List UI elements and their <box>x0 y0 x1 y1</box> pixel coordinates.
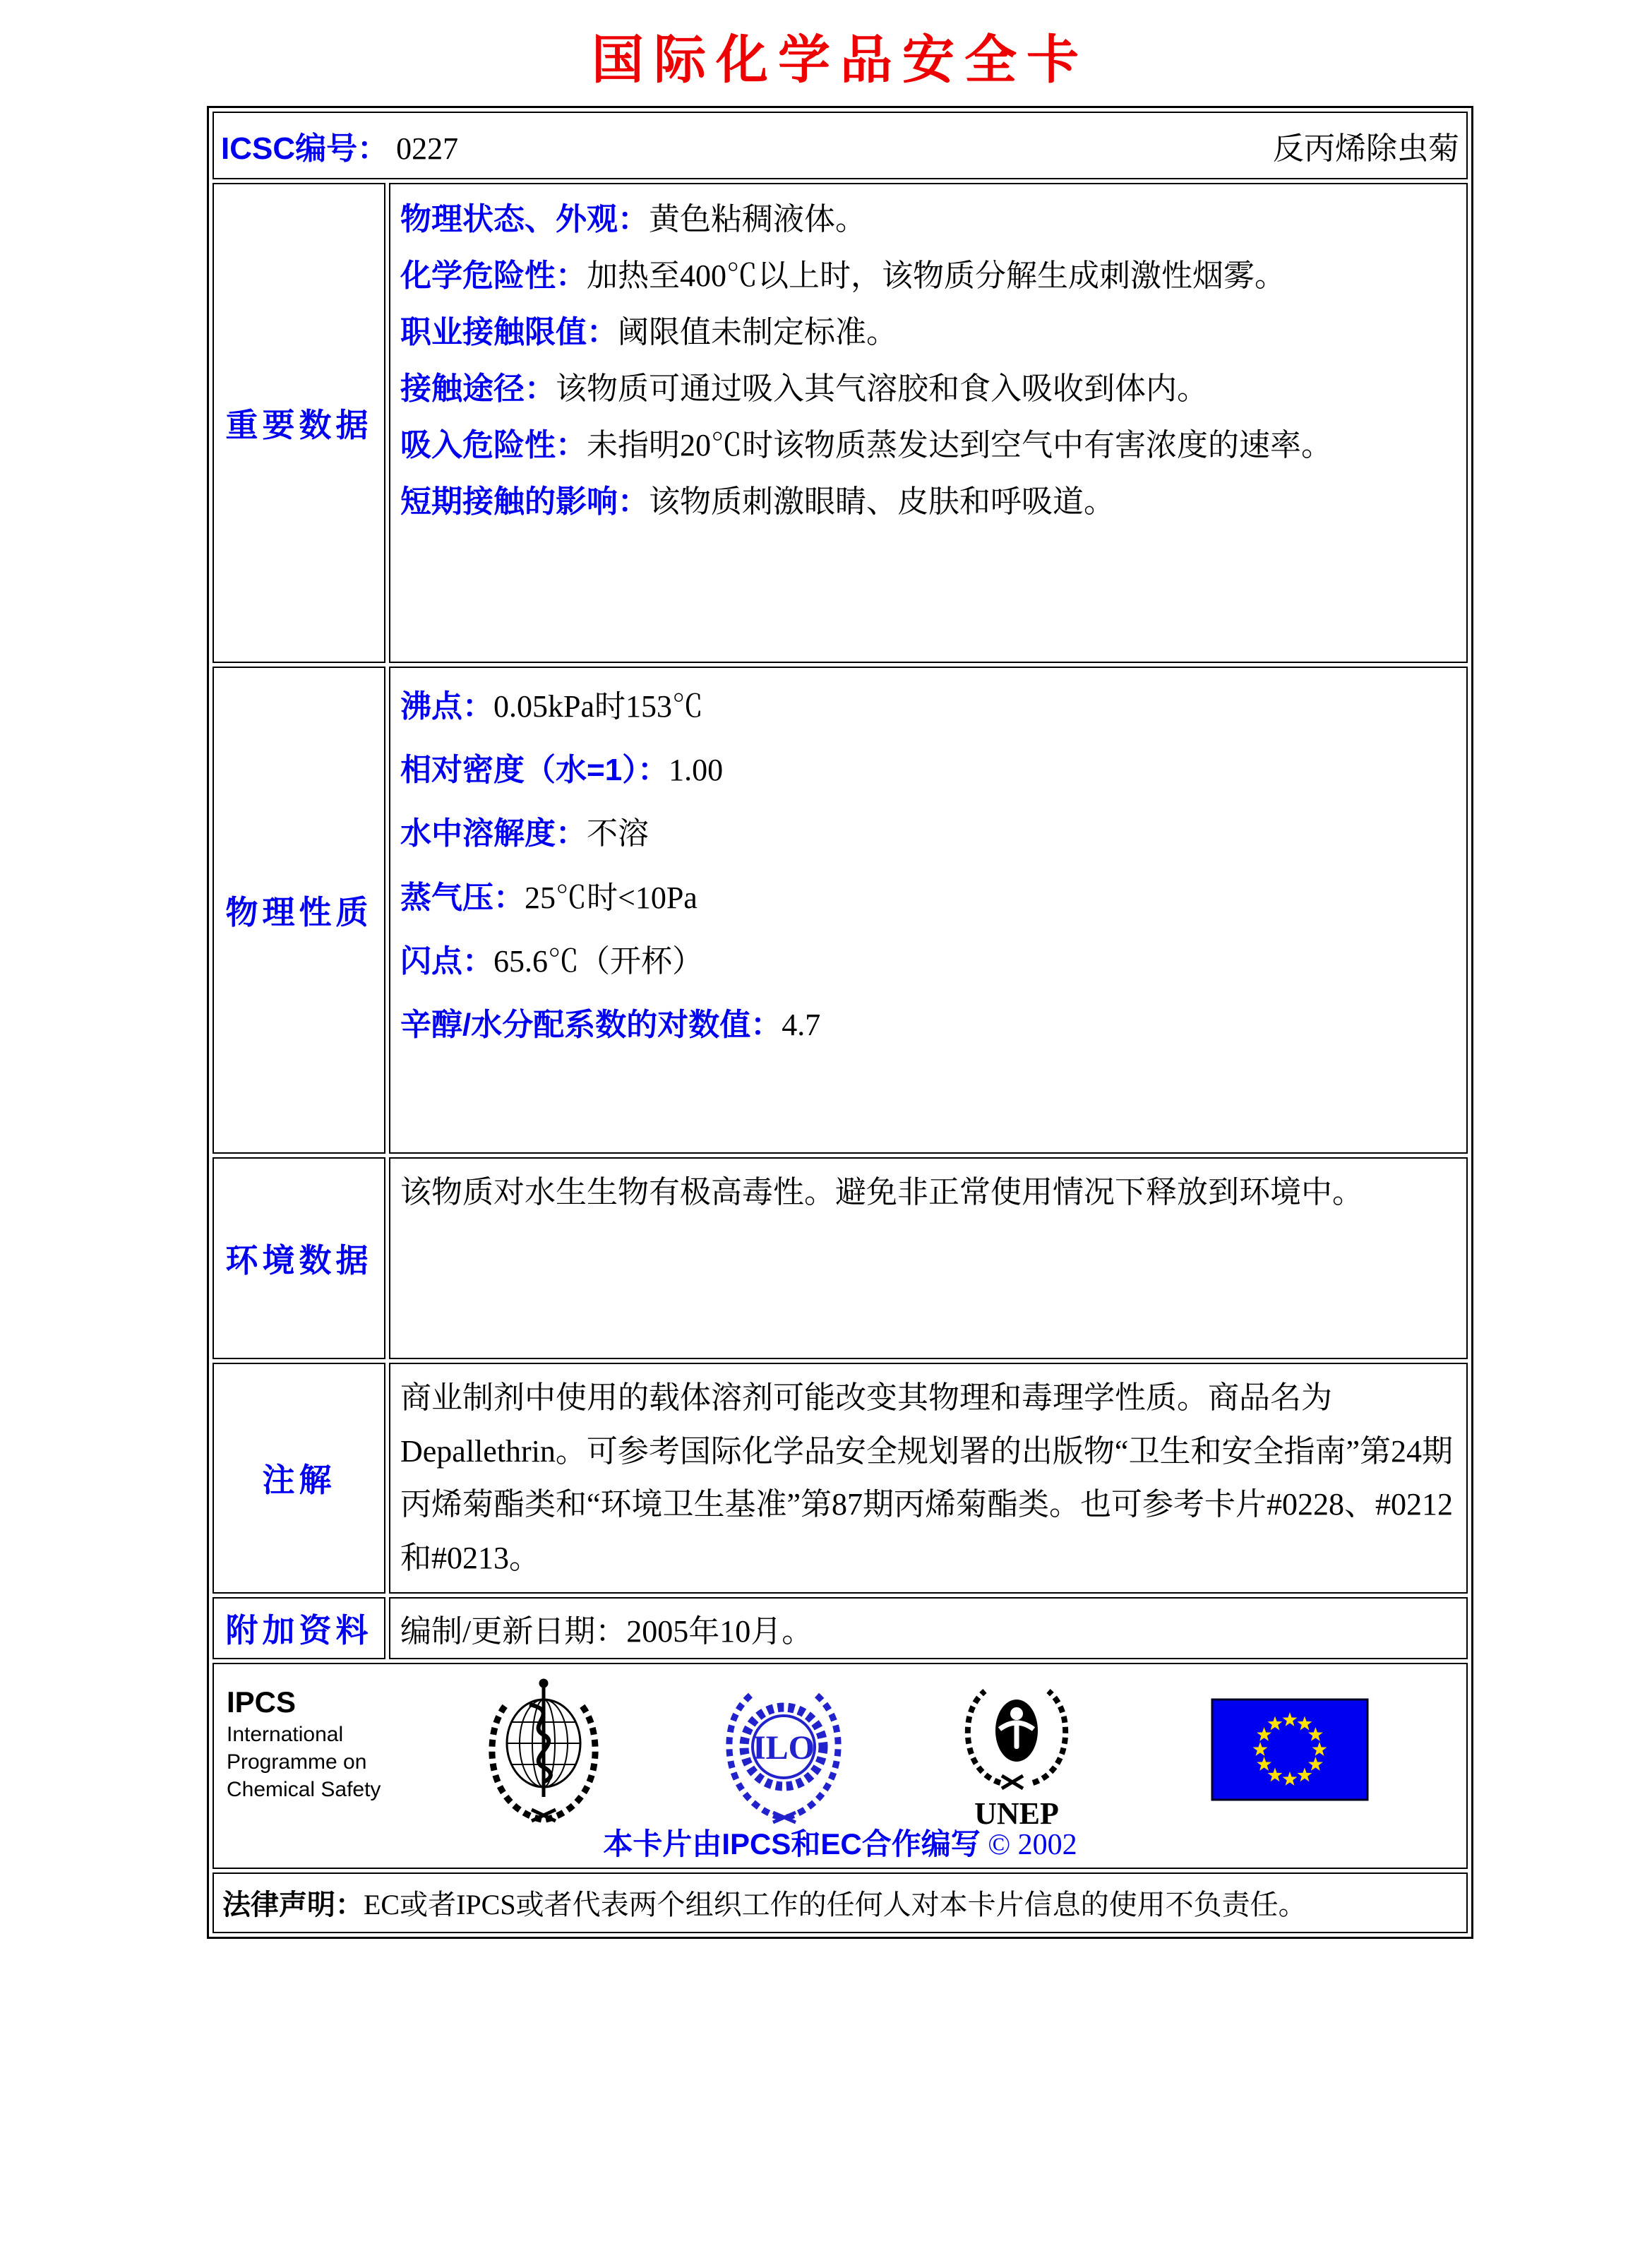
section-label-additional-info: 附加资料 <box>213 1597 385 1659</box>
section-label-important-data: 重要数据 <box>213 183 385 663</box>
icsc-number-label: ICSC编号： <box>221 131 389 166</box>
credit-line <box>214 1821 1466 1863</box>
field-short-term-effects: 短期接触的影响：该物质刺激眼睛、皮肤和呼吸道。 <box>400 484 1115 520</box>
field-exposure-routes: 接触途径：该物质可通过吸入其气溶胶和食入吸收到体内。 <box>400 371 1208 407</box>
unep-logo-text: UNEP <box>974 1796 1059 1831</box>
field-octanol-water-partition: 辛醇/水分配系数的对数值：4.7 <box>400 1007 821 1042</box>
section-content-additional-info <box>389 1597 1468 1659</box>
field-physical-state: 物理状态、外观：黄色粘稠液体。 <box>400 202 866 237</box>
section-content-important-data <box>389 183 1468 663</box>
field-flash-point: 闪点：65.6℃（开杯） <box>400 943 703 979</box>
legal-label: 法律声明： <box>222 1889 364 1921</box>
field-relative-density: 相对密度（水=1）：1.00 <box>400 753 724 788</box>
eu-flag-icon <box>1211 1698 1369 1801</box>
additional-info-text: 编制/更新日期：2005年10月。 <box>400 1613 813 1649</box>
icsc-number-group <box>221 123 458 168</box>
who-logo-icon <box>477 1673 611 1827</box>
field-boiling-point: 沸点：0.05kPa时153℃ <box>400 689 703 724</box>
section-label-notes: 注解 <box>213 1363 385 1594</box>
card-header <box>221 123 1459 168</box>
ipcs-text-block <box>227 1684 381 1804</box>
icsc-number-value: 0227 <box>396 131 459 166</box>
ipcs-acronym: IPCS <box>227 1685 297 1719</box>
legal-cell <box>213 1872 1468 1933</box>
credit-text: 本卡片由IPCS和EC合作编写 <box>603 1827 981 1860</box>
card-header-cell <box>213 112 1468 179</box>
section-label-environmental-data: 环境数据 <box>213 1157 385 1359</box>
ipcs-line-3: Chemical Safety <box>227 1778 381 1802</box>
icsc-card-table <box>207 106 1473 1939</box>
section-label-physical-properties: 物理性质 <box>213 667 385 1154</box>
section-content-physical-properties <box>389 667 1468 1154</box>
notes-text: 商业制剂中使用的载体溶剂可能改变其物理和毒理学性质。商品名为Depallethrin。可参考国际化学品安全规划署的出版物“卫生和安全指南”第24期丙烯菊酯类和“环境卫生基准”第87期丙烯菊酯类。也可参考卡片#0228、#0212和#0213。 <box>400 1380 1454 1576</box>
section-content-notes <box>389 1363 1468 1594</box>
unep-logo-icon <box>950 1670 1084 1831</box>
field-inhalation-risk: 吸入危险性：未指明20℃时该物质蒸发达到空气中有害浓度的速率。 <box>400 428 1332 463</box>
environmental-data-text: 该物质对水生生物有极高毒性。避免非正常使用情况下释放到环境中。 <box>400 1175 1363 1209</box>
chemical-name: 反丙烯除虫菊 <box>1273 131 1459 166</box>
copyright-text: © 2002 <box>988 1828 1077 1861</box>
ipcs-line-2: Programme on <box>227 1750 367 1774</box>
footer-cell <box>213 1663 1468 1869</box>
page-title: 国际化学品安全卡 <box>592 32 1089 90</box>
field-chemical-danger: 化学危险性：加热至400℃以上时，该物质分解生成刺激性烟雾。 <box>400 258 1286 294</box>
ilo-logo-text: ILO <box>752 1728 815 1767</box>
section-content-environmental-data <box>389 1157 1468 1359</box>
ilo-logo-icon <box>717 1673 851 1827</box>
field-occupational-limit: 职业接触限值：阈限值未制定标准。 <box>400 315 897 350</box>
ipcs-line-1: International <box>227 1723 344 1747</box>
legal-text: EC或者IPCS或者代表两个组织工作的任何人对本卡片信息的使用不负责任。 <box>364 1889 1307 1921</box>
field-vapor-pressure: 蒸气压：25℃时<10Pa <box>400 880 698 915</box>
field-water-solubility: 水中溶解度：不溶 <box>400 816 649 852</box>
